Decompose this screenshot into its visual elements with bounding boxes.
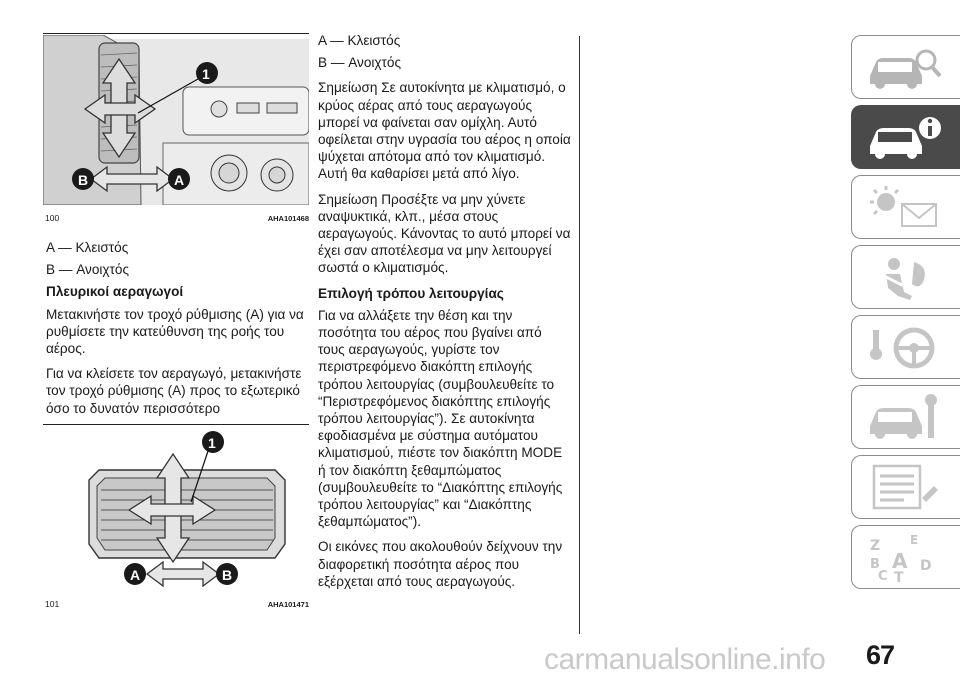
specs-list-icon — [864, 464, 944, 512]
index-letter: T — [894, 570, 904, 582]
legend-a: A — Κλειστός — [46, 240, 129, 255]
figure-100-number: 100 — [45, 213, 60, 223]
tab-airbag-seat[interactable] — [851, 245, 960, 309]
column-divider — [579, 36, 580, 634]
tab-steering-key[interactable] — [851, 315, 960, 379]
car-search-icon — [864, 44, 944, 92]
callout-b: B — [78, 172, 89, 188]
tab-alphabet-index[interactable] — [851, 525, 960, 589]
tab-car-info[interactable] — [851, 105, 960, 169]
figure-100-code: AHA101468 — [267, 214, 309, 223]
left-column — [46, 239, 308, 425]
callout-a: A — [174, 172, 185, 188]
right-column — [318, 32, 572, 598]
index-letter: B — [870, 557, 880, 572]
callout-a: A — [130, 567, 141, 583]
index-letter: E — [910, 534, 919, 547]
callout-1: 1 — [208, 435, 216, 451]
warning-lights-message-icon — [864, 184, 944, 232]
figure-100 — [43, 33, 309, 225]
legend-b: B — Ανοιχτός — [318, 55, 402, 71]
paragraph: Για να κλείσετε τον αεραγωγό, μετακινήστε τον τροχό ρύθμισης (A) προς το εξωτερικό όσο το δυνατόν περισσότερο — [46, 366, 302, 416]
alphabet-index-icon — [864, 534, 944, 582]
tab-car-tools[interactable] — [851, 385, 960, 449]
legend-a: A — Κλειστός — [318, 33, 401, 48]
car-info-icon — [864, 114, 944, 162]
airbag-seat-icon — [864, 254, 944, 302]
index-letter: Z — [870, 538, 881, 554]
index-letter: D — [920, 558, 932, 574]
legend-b: B — Ανοιχτός — [46, 262, 130, 278]
figure-101-illustration — [43, 426, 309, 598]
note: Σημείωση Σε αυτοκίνητα με κλιματισμό, ο κρύος αέρας από τους αεραγωγούς μπορεί να φαίνεται σαν ομίχλη. Αυτό οφείλεται στην υγρασία του αέρος η οποία ψύχεται απότομα από τον κλιματισμό. Αυτή θα καθαρίσει μετά από λίγο. — [318, 80, 571, 182]
tab-car-search[interactable] — [851, 35, 960, 99]
tab-warning-lights[interactable] — [851, 175, 960, 239]
page-number: 67 — [866, 640, 895, 670]
car-tools-icon — [864, 394, 944, 442]
callout-b: B — [222, 567, 233, 583]
paragraph: Μετακινήστε τον τροχό ρύθμισης (A) για να ρυθμίσετε την κατεύθυνση της ροής του αέρος. — [46, 306, 304, 357]
note: Σημείωση Προσέξτε να μην χύνετε αναψυκτικά, κλπ., μέσα στους αεραγωγούς. Κάνοντας το αυτό μπορεί να έχει σαν αποτέλεσμα να μην λειτουργεί σωστά ο κλιματισμός. — [318, 191, 571, 276]
watermark: carmanualsonline.info — [544, 643, 826, 676]
paragraph: Για να αλλάξετε την θέση και την ποσότητα του αέρος που βγαίνει από τους αεραγωγούς, γυρίστε τον περιστρεφόμενο διακόπτη επιλογής τρόπου λειτουργίας (συμβουλευθείτε το “Περιστρεφόμενος διακόπτης επιλογής τρόπου λειτουργίας”). Σε αυτοκίνητα εφοδιασμένα με σύστημα αυτόματου κλιματισμού, πιέστε τον διακόπτη MODE ή τον διακόπτη ξεθαμπώματος (συμβουλευθείτε το “Διακόπτης επιλογής τρόπου λειτουργίας” και “Διακόπτης ξεθαμπώματος”). — [318, 307, 563, 530]
figure-100-illustration — [43, 35, 309, 225]
index-letter: C — [878, 569, 888, 582]
tab-specs-list[interactable] — [851, 455, 960, 519]
section-heading: Πλευρικοί αεραγωγοί — [46, 284, 184, 300]
index-letter: A — [892, 549, 908, 573]
figure-101 — [43, 424, 309, 618]
figure-101-code: AHA101471 — [267, 600, 309, 609]
section-heading: Επιλογή τρόπου λειτουργίας — [318, 285, 504, 301]
callout-1: 1 — [202, 66, 210, 82]
steering-key-icon — [864, 324, 944, 372]
figure-101-number: 101 — [45, 599, 60, 609]
paragraph: Οι εικόνες που ακολουθούν δείχνουν την διαφορετική ποσότητα αέρος που εξέρχεται από τους αεραγωγούς. — [318, 539, 563, 589]
